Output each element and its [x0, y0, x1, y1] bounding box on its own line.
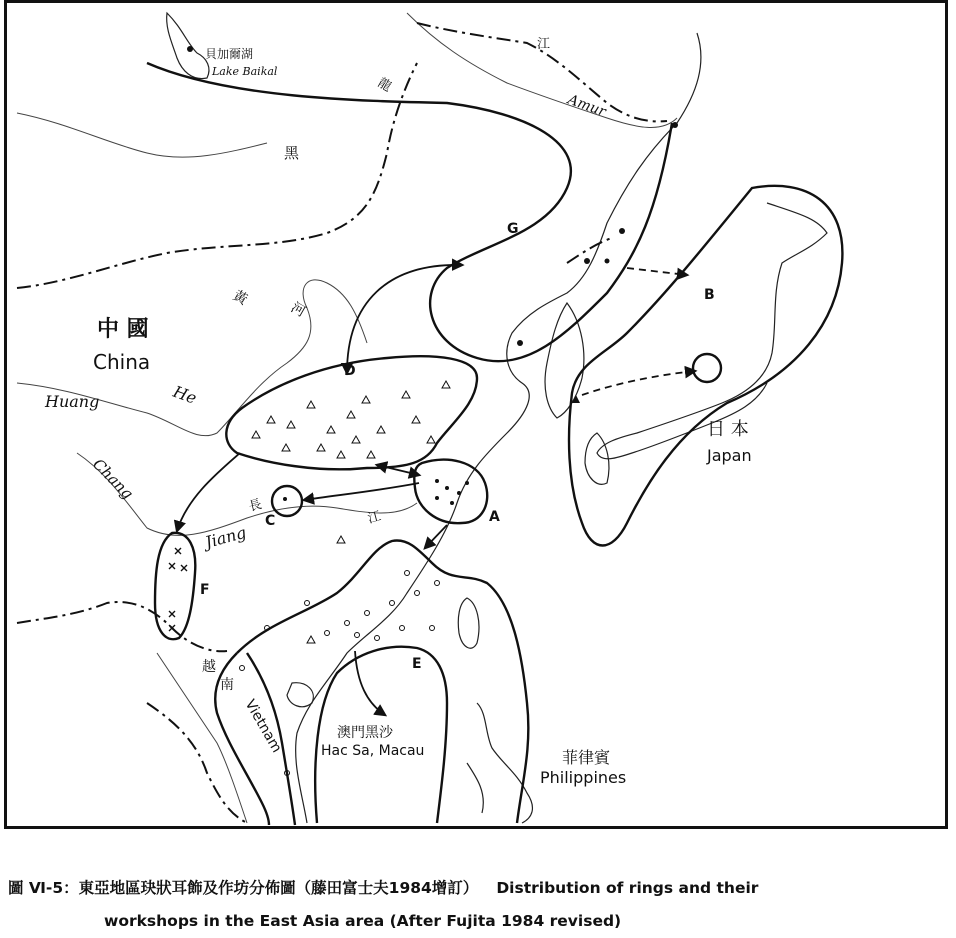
huang-he-cn-label-1: 黃: [230, 287, 251, 309]
border-mongolia: [17, 63, 417, 288]
lake-baikal-cn-label: 貝加爾湖: [205, 47, 254, 61]
map: [7, 3, 945, 826]
coastline-east: [296, 33, 701, 823]
huang-he-cn-label-2: 河: [288, 299, 309, 321]
dot-sites-a: [435, 479, 469, 505]
lake-baikal-dot: [187, 46, 193, 52]
arrow-to-japan: [582, 371, 695, 395]
amur-cn-label-1: 龍: [375, 75, 394, 95]
japan-cn-label: 日 本: [707, 419, 749, 440]
changjiang-cn-label-1: 長: [247, 497, 264, 515]
triangle-sites: [252, 381, 450, 643]
figure-caption: [8, 872, 952, 938]
amur-cn-label-2: 江: [537, 37, 551, 52]
dot-sites-north: [517, 122, 678, 346]
cross-sites-f: [169, 548, 187, 631]
map-frame: [4, 0, 948, 829]
amur-en-label: Amur: [565, 91, 608, 121]
zone-g-label: G: [507, 221, 519, 237]
zone-d-label: D: [344, 363, 356, 379]
philippines-shape: [467, 703, 532, 823]
zone-b: [569, 186, 842, 546]
philippines-cn-label: 菲律賓: [562, 748, 611, 767]
lake-baikal-en-label: Lake Baikal: [212, 65, 278, 78]
figure-number: 圖 Ⅵ-5：: [8, 879, 79, 897]
zone-b-label: B: [704, 287, 715, 303]
hainan-shape: [287, 683, 313, 707]
caption-title-cn: 東亞地區玦狀耳飾及作坊分佈圖（藤田富士夫1984增訂）: [78, 879, 479, 897]
hei-label: 黑: [284, 144, 300, 162]
caption-title-en-1: Distribution of rings and their: [496, 879, 759, 897]
river-north: [17, 113, 267, 157]
yuenan-label-1: 越: [202, 659, 216, 675]
border-vietnam: [17, 602, 227, 651]
china-cn-label: 中 國: [97, 317, 149, 342]
zone-e: [237, 540, 528, 823]
zone-c-dot: [283, 497, 287, 501]
he-en-label: He: [170, 381, 200, 408]
zone-c: [272, 486, 302, 516]
arrow-a-to-c: [304, 483, 419, 500]
china-en-label: China: [93, 350, 151, 374]
arrow-to-b: [627, 268, 687, 275]
changjiang-cn-label-2: 江: [366, 509, 383, 527]
macau-en-label: Hac Sa, Macau: [321, 743, 425, 759]
zone-a-label: A: [489, 509, 500, 525]
yuenan-label-2: 南: [220, 677, 234, 693]
lake-baikal-shape: [167, 13, 209, 79]
zone-e-label: E: [412, 656, 422, 672]
philippines-en-label: Philippines: [540, 768, 627, 787]
zone-a: [414, 460, 487, 524]
vietnam-en-label: Vietnam: [241, 697, 285, 756]
arrow-d-to-f: [177, 453, 240, 531]
triangle-site-korea: [572, 395, 580, 403]
japan-site-circle: [693, 354, 721, 382]
macau-cn-label: 澳門黑沙: [337, 725, 393, 741]
jiang-en-label: Jiang: [203, 522, 249, 552]
border-laos: [147, 703, 247, 823]
huang-he-river: [17, 280, 367, 436]
zone-f-label: F: [200, 582, 210, 598]
caption-title-en-2: workshops in the East Asia area (After Fujita 1984 revised): [104, 912, 622, 930]
taiwan-shape: [458, 598, 479, 648]
zone-c-label: C: [265, 513, 276, 529]
huang-en-label: Huang: [45, 392, 100, 411]
arrow-a-to-e: [425, 525, 447, 548]
arrow-macau: [355, 651, 385, 715]
japan-en-label: Japan: [707, 446, 752, 465]
chang-en-label: Chang: [89, 455, 137, 503]
